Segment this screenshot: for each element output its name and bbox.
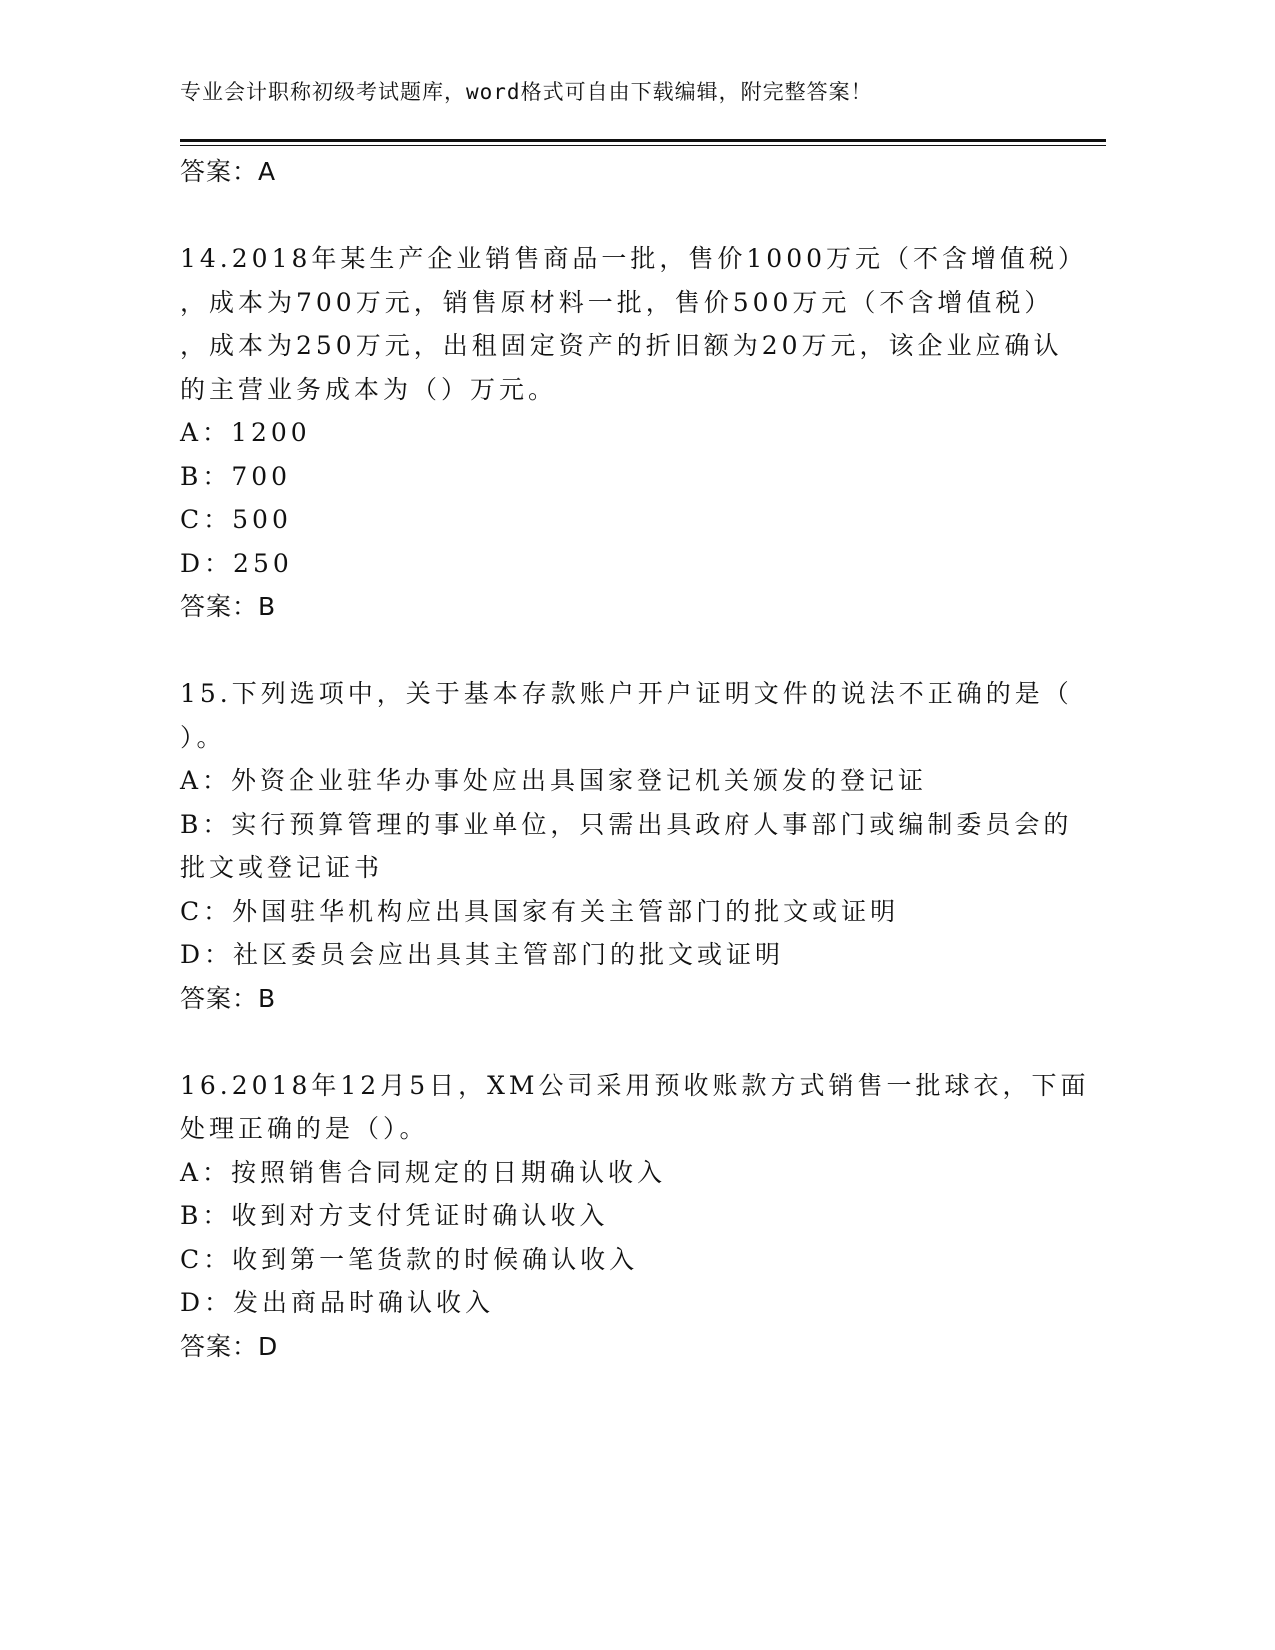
answer: 答案：B xyxy=(180,592,277,621)
question-15 xyxy=(180,672,1073,1020)
option-a: A：1200 xyxy=(180,418,311,447)
option-c: C：500 xyxy=(180,505,292,534)
question-text-line: 处理正确的是（）。 xyxy=(180,1114,429,1143)
question-text-line: ）。 xyxy=(180,722,226,752)
answer: 答案：D xyxy=(180,1331,279,1361)
spacer xyxy=(180,194,1060,238)
option-b: B：700 xyxy=(180,461,292,491)
question-16 xyxy=(180,1064,1090,1369)
header-rule-thin xyxy=(180,145,1106,146)
option-d: D：250 xyxy=(180,548,293,578)
option-d: D：发出商品时确认收入 xyxy=(180,1288,495,1317)
previous-answer: 答案：A xyxy=(180,157,277,186)
question-text-line: 16.2018年12月5日，XM公司采用预收账款方式销售一批球衣，下面 xyxy=(180,1070,1090,1100)
question-text-line: 15.下列选项中，关于基本存款账户开户证明文件的说法不正确的是（ xyxy=(180,679,1073,708)
spacer xyxy=(180,1020,1060,1064)
option-a: A：外资企业驻华办事处应出具国家登记机关颁发的登记证 xyxy=(180,766,928,795)
question-text-line: ，成本为250万元，出租固定资产的折旧额为20万元，该企业应确认 xyxy=(180,331,1063,360)
question-14 xyxy=(180,237,1088,629)
page-header: 专业会计职称初级考试题库，word格式可自由下载编辑，附完整答案！ xyxy=(180,80,873,104)
option-c: C：外国驻华机构应出具国家有关主管部门的批文或证明 xyxy=(180,896,900,926)
option-d: D：社区委员会应出具其主管部门的批文或证明 xyxy=(180,940,785,969)
option-b-continued: 批文或登记证书 xyxy=(180,853,384,882)
option-a: A：按照销售合同规定的日期确认收入 xyxy=(180,1157,667,1187)
option-b: B：实行预算管理的事业单位，只需出具政府人事部门或编制委员会的 xyxy=(180,809,1073,839)
spacer xyxy=(180,629,1060,673)
question-text-line: 的主营业务成本为（）万元。 xyxy=(180,374,558,404)
question-text-line: ，成本为700万元，销售原材料一批，售价500万元（不含增值税） xyxy=(180,287,1054,317)
question-text-line: 14.2018年某生产企业销售商品一批，售价1000万元（不含增值税） xyxy=(180,244,1088,273)
header-rule-thick xyxy=(180,139,1106,142)
option-c: C：收到第一笔货款的时候确认收入 xyxy=(180,1244,639,1274)
document-body xyxy=(180,150,1090,1368)
answer: 答案：B xyxy=(180,983,277,1013)
option-b: B：收到对方支付凭证时确认收入 xyxy=(180,1201,609,1230)
